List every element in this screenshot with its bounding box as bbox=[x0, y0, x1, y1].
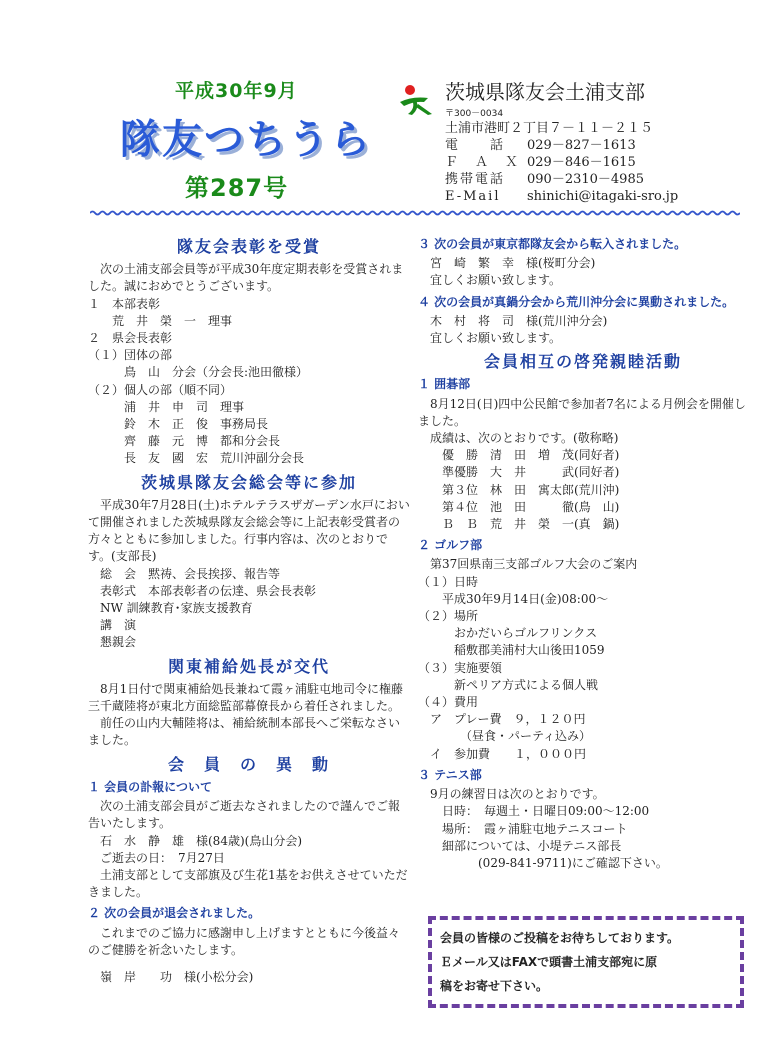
list-item: （昼食・パーティ込み） bbox=[418, 729, 592, 744]
award-list bbox=[88, 296, 410, 468]
list-item: イ 参加費 １，０００円 bbox=[418, 746, 587, 761]
wavy-divider bbox=[90, 210, 740, 216]
postal-code: 〒300－0034 bbox=[445, 109, 504, 119]
list-item: 成績は、次のとおりです。(敬称略) bbox=[418, 431, 619, 446]
contact-mobile bbox=[445, 171, 678, 188]
list-item: （２）場所 bbox=[418, 609, 479, 624]
list-item: （４）費用 bbox=[418, 695, 479, 710]
award-intro: 次の土浦支部会員等が平成30年度定期表彰を受賞されました。誠におめでとうございます。 bbox=[88, 262, 404, 294]
go-club-subheading: １ 囲碁部 bbox=[418, 377, 471, 392]
transfer-branch-subheading: ４ 次の会員が真鍋分会から荒川沖分会に異動されました。 bbox=[418, 294, 735, 309]
list-item: 宜しくお願い致します。 bbox=[418, 273, 562, 288]
newsletter-title: 隊友つちうら bbox=[120, 117, 372, 163]
list-item: ア プレー費 ９，１２０円 bbox=[418, 712, 586, 727]
list-item: 浦 井 申 司 理事 bbox=[88, 399, 245, 414]
right-column bbox=[418, 232, 748, 872]
list-item: 鳥 山 分会（分会長:池田徹様） bbox=[88, 365, 309, 380]
general-heading: 茨城県隊友会総会等に参加 bbox=[140, 472, 357, 492]
kanto-paragraph: 8月1日付で関東補給処長兼ねて霞ヶ浦駐屯地司令に権藤三千蔵陸将が東北方面総監部幕僚長から着任されました。 bbox=[88, 681, 403, 714]
list-item: おかだいらゴルフリンクス bbox=[418, 626, 598, 641]
list-item: 第37回県南三支部ゴルフ大会のご案内 bbox=[418, 557, 638, 572]
list-item: 講 演 bbox=[88, 618, 137, 633]
withdrawal-subheading: ２ 次の会員が退会されました。 bbox=[88, 906, 261, 921]
contact-phone bbox=[445, 137, 678, 154]
list-item: 次の土浦支部会員がご逝去なされましたので謹んでご報告いたします。 bbox=[88, 799, 401, 831]
list-item: １ 本部表彰 bbox=[88, 296, 161, 311]
list-item: 宮 崎 繁 幸 様(桜町分会) bbox=[418, 256, 596, 271]
list-item: 石 水 静 雄 様(84歳)(鳥山分会) bbox=[88, 833, 302, 848]
left-column bbox=[88, 232, 410, 986]
list-item: （３）実施要領 bbox=[418, 660, 503, 675]
list-item: NW 訓練教育･家族支援教育 bbox=[88, 601, 253, 616]
contact-value: shinichi@itagaki-sro.jp bbox=[527, 189, 679, 204]
list-item: 平成30年9月14日(金)08:00～ bbox=[418, 591, 609, 606]
list-item: （１）団体の部 bbox=[88, 348, 173, 363]
list-item: 第３位 林 田 寓太郎(荒川沖) bbox=[418, 482, 620, 497]
list-item: Ｂ Ｂ 荒 井 榮 一(真 鍋) bbox=[418, 517, 620, 532]
list-item: 場所： 霞ヶ浦駐屯地テニスコート bbox=[418, 821, 628, 836]
contact-label: 電 話 bbox=[445, 138, 506, 153]
contact-value: 029－846－1615 bbox=[527, 155, 636, 170]
list-item: これまでのご協力に感謝申し上げますとともに今後益々のご健勝を祈念いたします。 bbox=[88, 925, 401, 957]
golf-club-subheading: ２ ゴルフ部 bbox=[418, 538, 483, 553]
contact-email bbox=[445, 188, 678, 205]
list-item: 荒 井 榮 一 理事 bbox=[88, 313, 233, 328]
notice-line: Ｅメール又はFAXで頭書土浦支部宛に原 bbox=[440, 955, 658, 969]
organization-name: 茨城県隊友会土浦支部 bbox=[445, 80, 645, 104]
list-item: 懇親会 bbox=[88, 635, 137, 650]
contact-label: Ｆ Ａ Ｘ bbox=[445, 155, 521, 170]
award-heading: 隊友会表彰を受賞 bbox=[176, 237, 321, 256]
contact-value: 090－2310－4985 bbox=[527, 172, 644, 187]
list-item: 9月の練習日は次のとおりです。 bbox=[418, 787, 605, 802]
contact-fax bbox=[445, 154, 678, 171]
organization-logo-icon bbox=[398, 82, 438, 116]
list-item: 稲敷郡美浦村大山後田1059 bbox=[418, 643, 605, 658]
list-item: 新ペリア方式による個人戦 bbox=[418, 677, 599, 692]
list-item: 鈴 木 正 俊 事務局長 bbox=[88, 417, 269, 432]
notice-line: 稿をお寄せ下さい。 bbox=[440, 979, 549, 993]
list-item: 嶺 岸 功 様(小松分会) bbox=[88, 969, 254, 984]
contact-label: 携帯電話 bbox=[445, 172, 506, 187]
list-item: 優 勝 清 田 増 茂(同好者) bbox=[418, 448, 620, 463]
list-item: （２）個人の部（順不同） bbox=[88, 382, 233, 397]
kanto-paragraph: 前任の山内大輔陸将は、補給統制本部長へご栄転なさいました。 bbox=[88, 716, 401, 748]
kanto-heading: 関東補給処長が交代 bbox=[167, 656, 330, 676]
list-item: 長 友 國 宏 荒川沖副分会長 bbox=[88, 451, 305, 466]
address: 土浦市港町２丁目７－１１－２１５ bbox=[445, 121, 654, 136]
contact-value: 029－827－1613 bbox=[527, 138, 636, 153]
list-item: 8月12日(日)四中公民館で参加者7名による月例会を開催しました。 bbox=[418, 396, 746, 428]
notice-line: 会員の皆様のご投稿をお待ちしております。 bbox=[440, 931, 680, 945]
list-item: 宜しくお願い致します。 bbox=[418, 331, 562, 346]
movement-heading: 会 員 の 異 動 bbox=[167, 754, 330, 774]
submission-notice bbox=[428, 916, 744, 1008]
tennis-club-subheading: ３ テニス部 bbox=[418, 767, 482, 782]
list-item: 木 村 将 司 様(荒川沖分会) bbox=[418, 313, 608, 328]
list-item: 日時： 毎週土・日曜日09:00～12:00 bbox=[418, 804, 650, 819]
general-intro: 平成30年7月28日(土)ホテルテラスザガーデン水戸において開催されました茨城県隊友会総会等に上記表彰受賞者の方々とともに参加しました。行事内容は、次のとおりです。(支部長) bbox=[88, 497, 410, 564]
list-item: 齊 藤 元 博 都和分会長 bbox=[88, 434, 281, 449]
list-item: 準優勝 大 井 武(同好者) bbox=[418, 465, 620, 480]
obituary-subheading: １ 会員の訃報について bbox=[88, 779, 212, 794]
list-item: 細部については、小堤テニス部長 bbox=[418, 838, 622, 853]
activities-heading: 会員相互の啓発親睦活動 bbox=[483, 352, 682, 372]
list-item: 第４位 池 田 徹(鳥 山) bbox=[418, 499, 620, 514]
list-item: （１）日時 bbox=[418, 574, 479, 589]
list-item: 総 会 黙祷、会長挨拶、報告等 bbox=[88, 566, 281, 581]
issue-number: 第287号 bbox=[185, 174, 289, 202]
contact-block bbox=[445, 120, 678, 205]
list-item: ２ 県会長表彰 bbox=[88, 331, 173, 346]
list-item: 土浦支部として支部旗及び生花1基をお供えさせていただきました。 bbox=[88, 867, 408, 900]
contact-label: E-Mail bbox=[445, 189, 501, 204]
issue-date: 平成30年9月 bbox=[175, 80, 298, 102]
list-item bbox=[88, 959, 410, 969]
list-item: 表彰式 本部表彰者の伝達、県会長表彰 bbox=[88, 583, 317, 598]
transfer-in-subheading: ３ 次の会員が東京都隊友会から転入されました。 bbox=[418, 237, 687, 251]
list-item: (029-841-9711)にご確認下さい。 bbox=[418, 855, 668, 870]
list-item: ご逝去の日： 7月27日 bbox=[88, 850, 225, 865]
